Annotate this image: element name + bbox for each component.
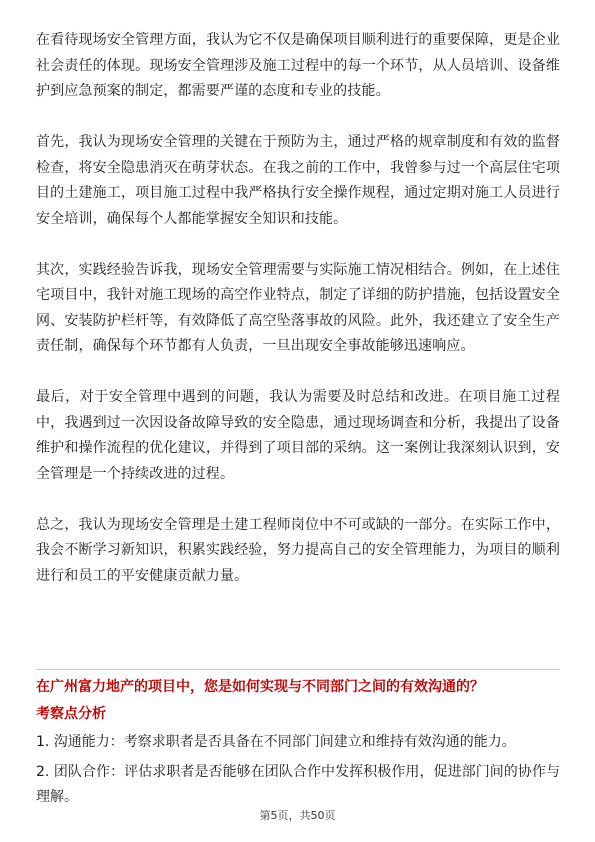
section-title: 考察点分析 — [36, 706, 106, 722]
paragraph: 在看待现场安全管理方面，我认为它不仅是确保项目顺利进行的重要保障，更是企业社会责任的体现。现场安全管理涉及施工过程中的每一个环节，从人员培训、设备维护到应急预案的制定，都需要严谨的态度和专业的技能。 — [36, 32, 560, 99]
list-item: 2. 团队合作：评估求职者是否能够在团队合作中发挥积极作用，促进部门间的协作与理解。 — [36, 763, 560, 805]
interview-question: 在广州富力地产的项目中，您是如何实现与不同部门之间的有效沟通的？ — [36, 679, 484, 695]
answer-body — [36, 28, 560, 603]
paragraph: 总之，我认为现场安全管理是土建工程师岗位中不可或缺的一部分。在实际工作中，我会不断学习新知识，积累实践经验，努力提高自己的安全管理能力，为项目的顺利进行和员工的平安健康贡献力量。 — [36, 516, 560, 584]
paragraph: 首先，我认为现场安全管理的关键在于预防为主，通过严格的规章制度和有效的监督检查，将安全隐患消灭在萌芽状态。在我之前的工作中，我曾参与过一个高层住宅项目的土建施工，项目施工过程中我严格执行安全操作规程，通过定期对施工人员进行安全培训，确保每个人都能掌握安全知识和技能。 — [36, 134, 560, 227]
page-number: 第5页，共50页 — [259, 809, 336, 822]
list-item: 1. 沟通能力：考察求职者是否具备在不同部门间建立和维持有效沟通的能力。 — [36, 734, 516, 750]
section-divider — [36, 669, 560, 670]
analysis-points-list — [36, 730, 560, 815]
paragraph: 最后，对于安全管理中遇到的问题，我认为需要及时总结和改进。在项目施工过程中，我遇到过一次因设备故障导致的安全隐患，通过现场调查和分析，我提出了设备维护和操作流程的优化建议，并得到了项目部的采纳。这一案例让我深刻认识到，安全管理是一个持续改进的过程。 — [36, 389, 560, 482]
paragraph: 其次，实践经验告诉我，现场安全管理需要与实际施工情况相结合。例如，在上述住宅项目中，我针对施工现场的高空作业特点，制定了详细的防护措施，包括设置安全网、安装防护栏杆等，有效降低了高空坠落事故的风险。此外，我还建立了安全生产责任制，确保每个环节都有人负责，一旦出现安全事故能够迅速响应。 — [36, 261, 560, 354]
